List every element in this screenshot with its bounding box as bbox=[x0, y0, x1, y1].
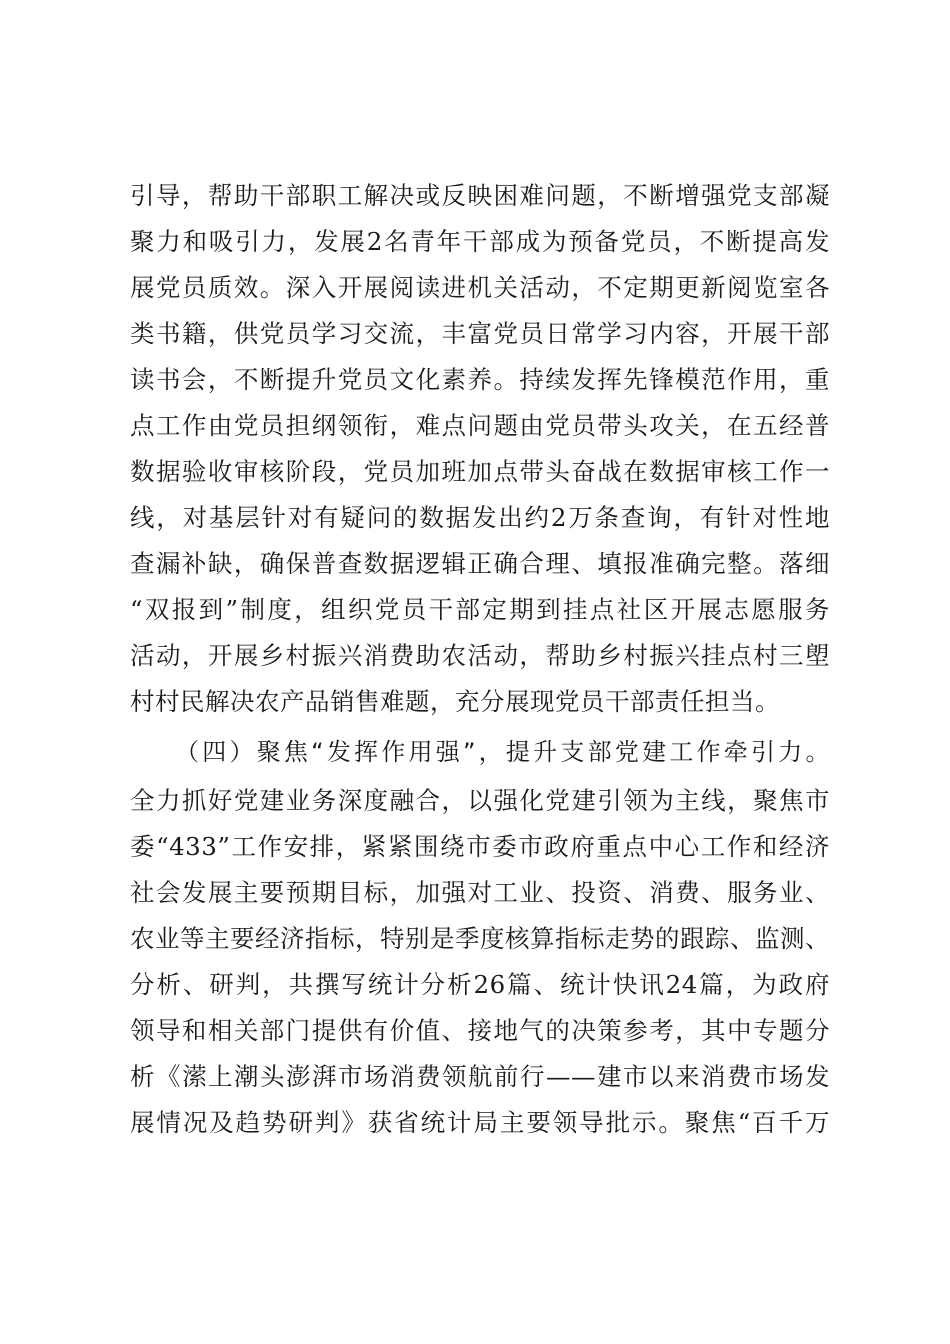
text-line: 展党员质效。深入开展阅读进机关活动，不定期更新阅览室各 bbox=[130, 273, 830, 302]
text-line: 线，对基层针对有疑问的数据发出约2万条查询，有针对性地 bbox=[130, 503, 830, 532]
text-line: 点工作由党员担纲领衔，难点问题由党员带头攻关，在五经普 bbox=[130, 411, 830, 440]
text-line: “双报到”制度，组织党员干部定期到挂点社区开展志愿服务 bbox=[130, 595, 830, 624]
text-line: 委“433”工作安排，紧紧围绕市委市政府重点中心工作和经济 bbox=[130, 832, 830, 861]
text-line: 分析、研判，共撰写统计分析26篇、统计快讯24篇，为政府 bbox=[130, 970, 830, 999]
text-line: 农业等主要经济指标，特别是季度核算指标走势的跟踪、监测、 bbox=[130, 924, 830, 953]
text-line: 类书籍，供党员学习交流，丰富党员日常学习内容，开展干部 bbox=[130, 319, 830, 348]
text-line: 活动，开展乡村振兴消费助农活动，帮助乡村振兴挂点村三塱 bbox=[130, 641, 830, 670]
text-line: 村村民解决农产品销售难题，充分展现党员干部责任担当。 bbox=[130, 687, 780, 716]
text-line: 展情况及趋势研判》获省统计局主要领导批示。聚焦“百千万 bbox=[130, 1108, 830, 1137]
text-line: 领导和相关部门提供有价值、接地气的决策参考，其中专题分 bbox=[130, 1016, 830, 1045]
text-line: 数据验收审核阶段，党员加班加点带头奋战在数据审核工作一 bbox=[130, 457, 830, 486]
text-line: 聚力和吸引力，发展2名青年干部成为预备党员，不断提高发 bbox=[130, 227, 830, 256]
section-heading: （四）聚焦“发挥作用强”，提升支部党建工作牵引力。 bbox=[175, 738, 830, 766]
text-line: 读书会，不断提升党员文化素养。持续发挥先锋模范作用，重 bbox=[130, 365, 830, 394]
text-line: 查漏补缺，确保普查数据逻辑正确合理、填报准确完整。落细 bbox=[130, 549, 830, 578]
text-line: 析《潆上潮头澎湃市场消费领航前行——建市以来消费市场发 bbox=[130, 1062, 830, 1091]
text-line: 社会发展主要预期目标，加强对工业、投资、消费、服务业、 bbox=[130, 878, 830, 907]
text-line: 全力抓好党建业务深度融合，以强化党建引领为主线，聚焦市 bbox=[130, 786, 830, 815]
text-line: 引导，帮助干部职工解决或反映困难问题，不断增强党支部凝 bbox=[130, 181, 830, 210]
